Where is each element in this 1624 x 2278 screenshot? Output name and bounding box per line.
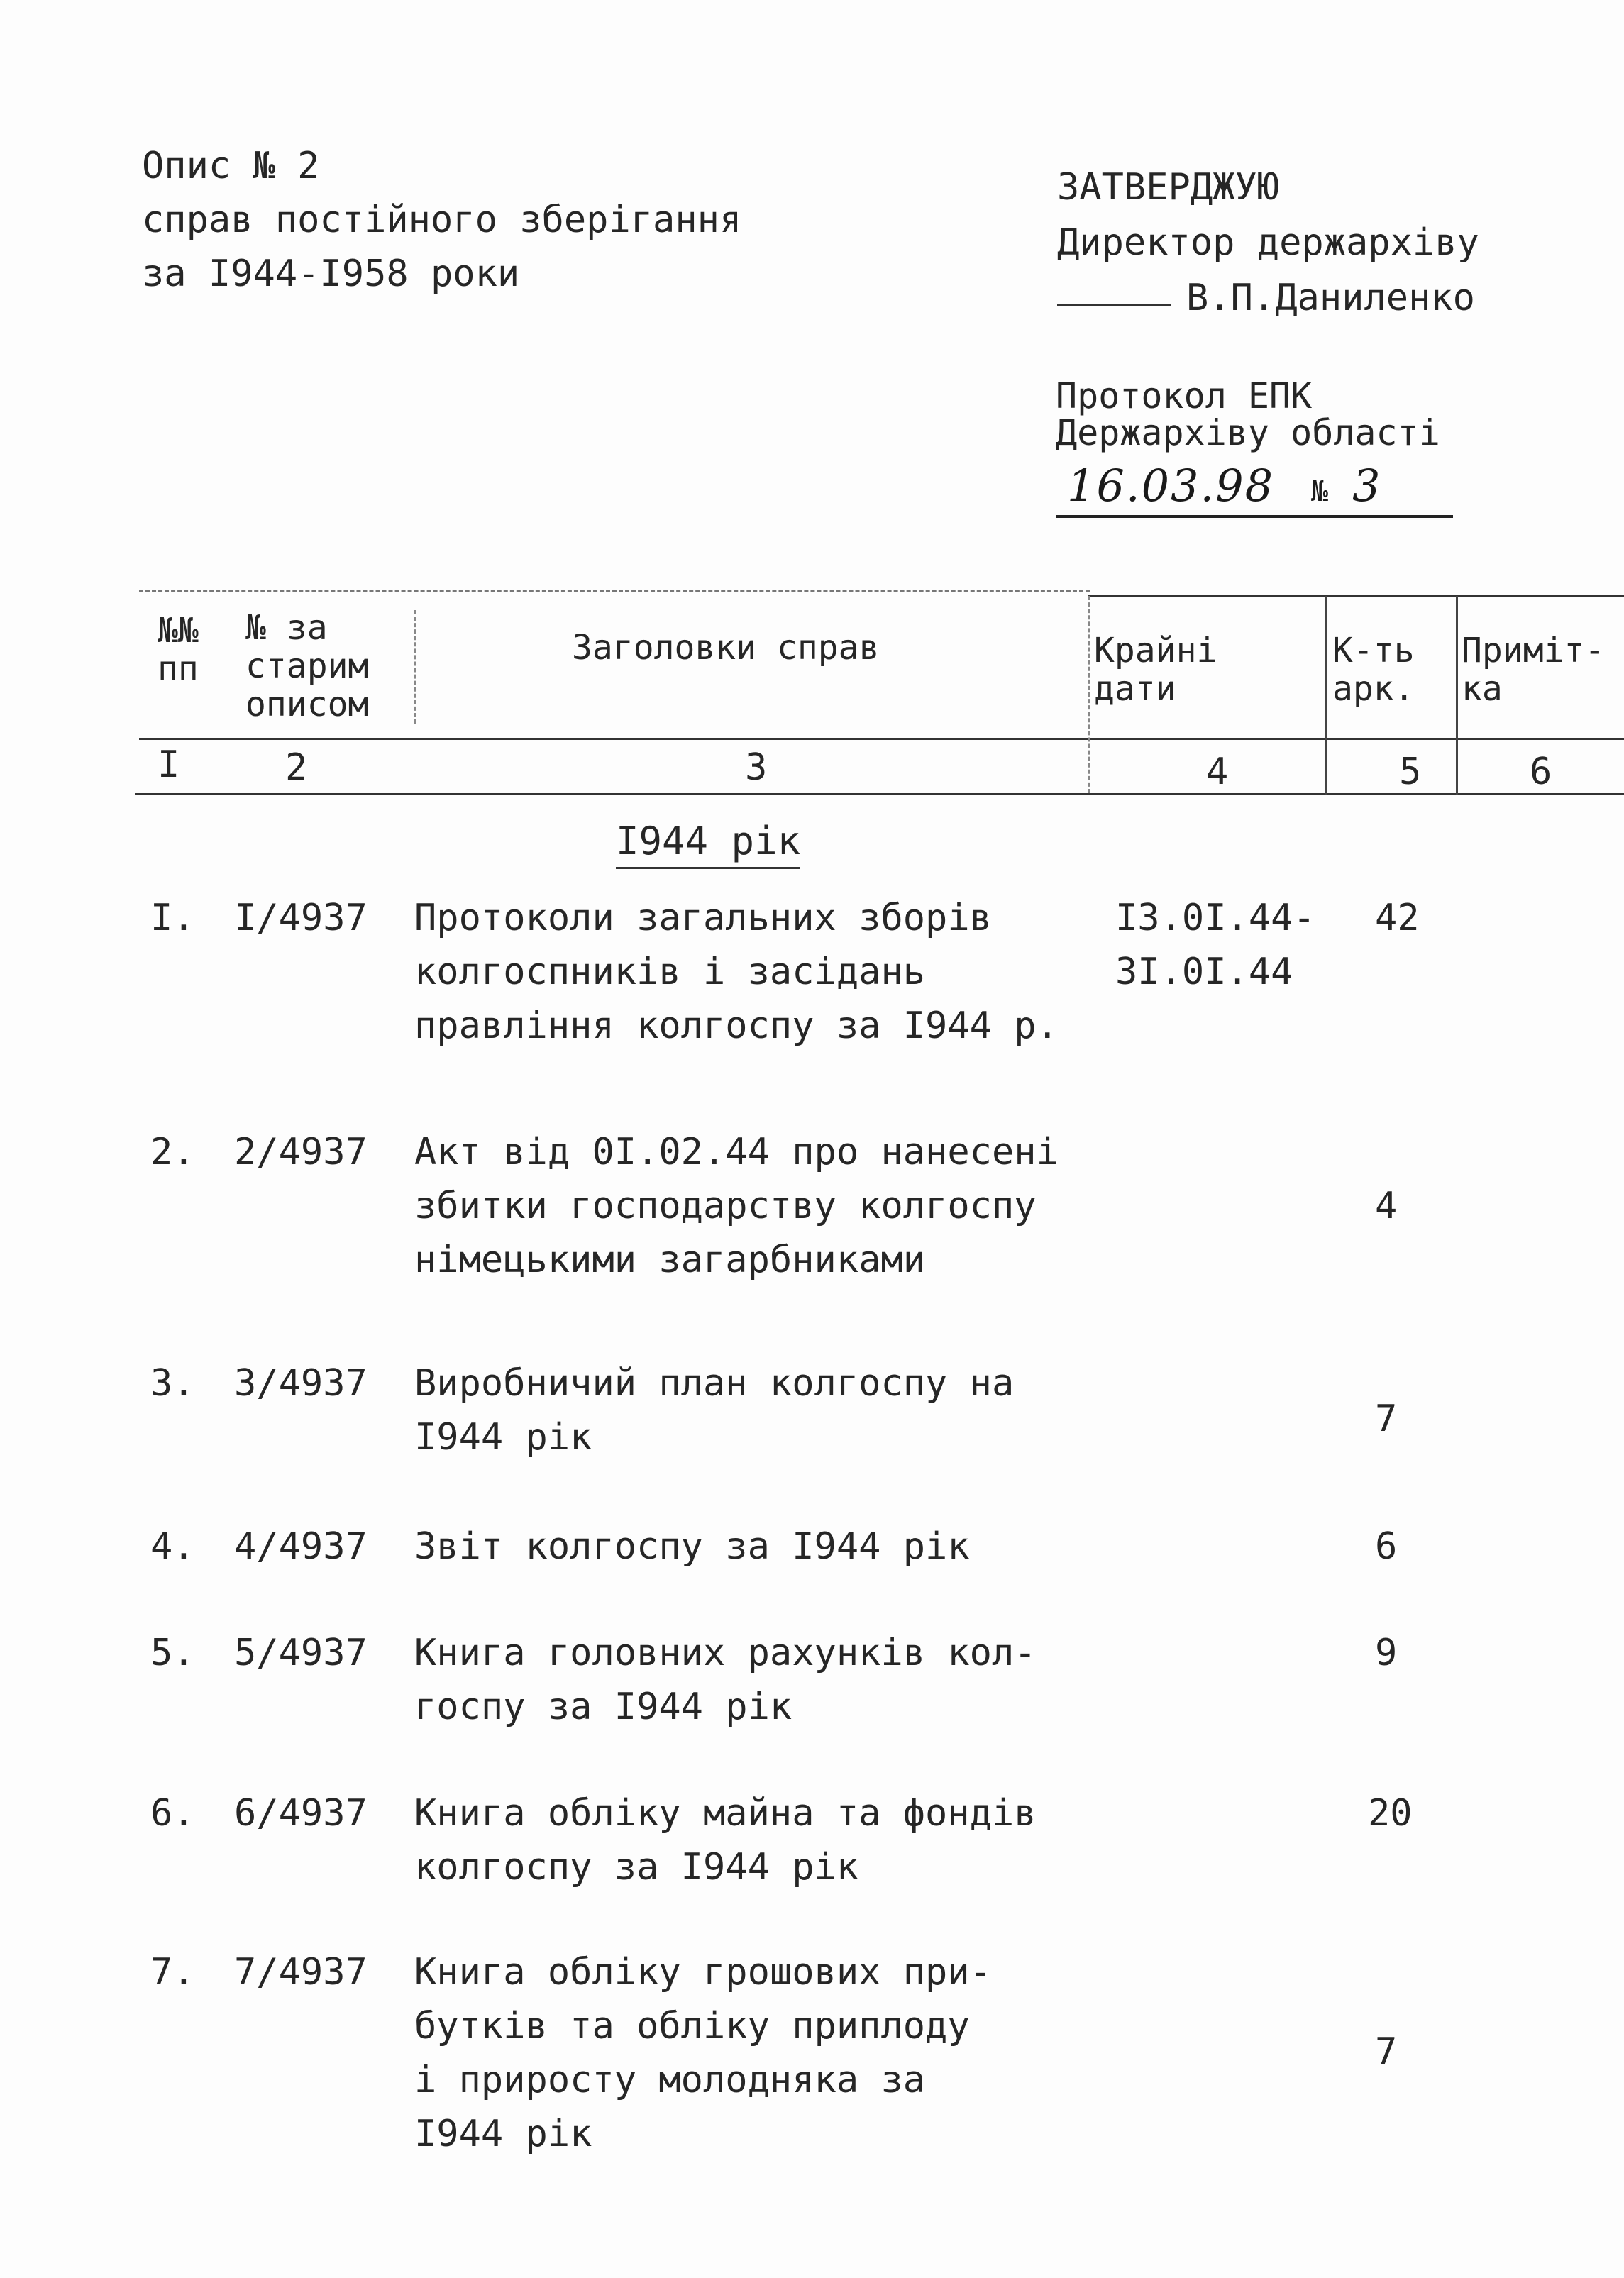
row-sheets: 20 [1368,1792,1413,1835]
row-title-line: і приросту молодняка за [414,2059,926,2101]
row-title [414,1945,1067,2161]
row-old-number: 2/4937 [234,1131,368,1173]
row-title [414,1626,1067,1734]
protocol-number: 3 [1352,460,1381,512]
inventory-subtitle: справ постійного зберігання [142,199,742,241]
row-old-number: 7/4937 [234,1951,368,1994]
row-title [414,1356,1067,1464]
header-top-rule [1088,595,1624,597]
header-divider-rule [139,738,1624,740]
row-number: 3. [150,1362,195,1405]
row-number: 4. [150,1525,195,1568]
col-divider-4 [1325,596,1327,795]
row-title-line: Звіт колгоспу за I944 рік [414,1525,970,1568]
row-title-line: колгоспників і засідань [414,951,926,993]
approval-signature [1057,271,1479,326]
approval-title: ЗАТВЕРДЖУЮ [1057,166,1280,209]
header-top-rule-dashed [139,590,1090,592]
approval-position: Директор держархіву [1057,221,1479,264]
column-number-4: 4 [1206,751,1229,793]
column-number-3: 3 [745,746,768,789]
row-title [414,1125,1067,1287]
row-sheets: 6 [1375,1525,1398,1568]
approval-block [1057,160,1479,326]
inventory-period: за I944-I958 роки [142,253,520,295]
row-sheets: 42 [1375,897,1420,939]
row-sheets: 7 [1375,2030,1398,2073]
column-number-2: 2 [285,746,308,789]
row-title-line: госпу за I944 рік [414,1686,792,1728]
row-number: 6. [150,1792,195,1835]
header-notes: Приміт- ка [1462,631,1606,709]
row-title-line: Акт від 0I.02.44 про нанесені [414,1131,1059,1173]
inventory-heading [142,139,741,301]
row-sheets: 9 [1375,1632,1398,1674]
row-number: 5. [150,1632,195,1674]
row-title-line: I944 рік [414,2113,592,2155]
section-heading: I944 рік [616,816,800,869]
row-old-number: I/4937 [234,897,368,939]
row-title-line: правління колгоспу за I944 р. [414,1005,1059,1047]
protocol-authority: Держархіву області [1056,412,1440,453]
approval-name: В.П.Даниленко [1186,277,1475,319]
row-sheets: 7 [1375,1398,1398,1440]
row-number: I. [150,897,195,939]
row-title-line: збитки господарству колгоспу [414,1185,1037,1227]
row-title-line: Книга обліку грошових при- [414,1951,992,1994]
protocol-date: 16.03.98 [1067,460,1275,512]
row-title [414,891,1067,1053]
column-number-6: 6 [1530,751,1552,793]
protocol-title: Протокол ЕПК [1056,375,1313,416]
col-divider-3 [1088,596,1090,793]
row-title-line: Книга обліку майна та фондів [414,1792,1037,1835]
row-old-number: 4/4937 [234,1525,368,1568]
column-number-1: I [158,743,180,786]
header-number: №№ пп [158,611,199,689]
row-title-line: колгоспу за I944 рік [414,1846,859,1889]
row-title-line: Протоколи загальних зборів [414,897,992,939]
row-title [414,1786,1067,1894]
row-sheets: 4 [1375,1185,1398,1227]
protocol-date-line [1056,451,1453,518]
header-sheets: К-ть арк. [1332,631,1415,709]
protocol-number-sign: № [1311,475,1329,508]
protocol-block [1056,377,1453,518]
row-title-line: Книга головних рахунків кол- [414,1632,1037,1674]
row-number: 7. [150,1951,195,1994]
row-title-line: I944 рік [414,1416,592,1459]
row-old-number: 5/4937 [234,1632,368,1674]
row-title-line: Виробничий план колгоспу на [414,1362,1015,1405]
row-title-line: бутків та обліку приплоду [414,2005,970,2047]
row-old-number: 3/4937 [234,1362,368,1405]
signature-line [1057,304,1171,306]
row-old-number: 6/4937 [234,1792,368,1835]
row-number: 2. [150,1131,195,1173]
row-title [414,1520,1067,1574]
row-title-line: німецькими загарбниками [414,1239,926,1281]
header-old-number: № за старим описом [245,608,369,724]
col-divider-2 [414,610,416,724]
header-bottom-rule [135,793,1624,795]
row-date-end: 3I.0I.44 [1115,951,1293,993]
inventory-number: Опис № 2 [142,145,320,187]
col-divider-5 [1456,596,1458,795]
row-date-start: I3.0I.44- [1115,897,1315,939]
row-dates [1115,891,1315,999]
header-dates: Крайні дати [1094,631,1217,709]
column-number-5: 5 [1399,751,1422,793]
header-titles: Заголовки справ [572,628,880,668]
